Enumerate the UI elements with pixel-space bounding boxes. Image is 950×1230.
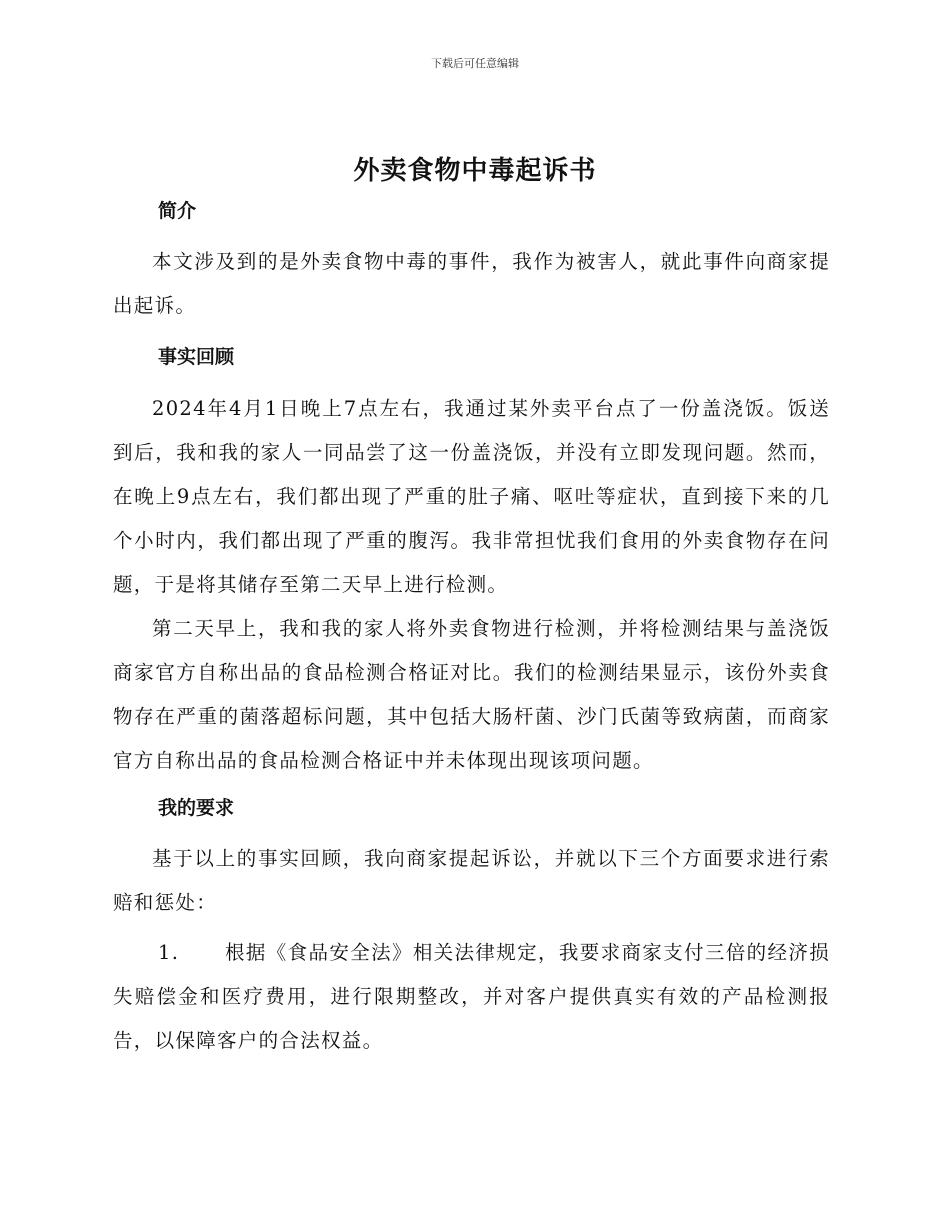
demands-intro-paragraph: 基于以上的事实回顾，我向商家提起诉讼，并就以下三个方面要求进行索赔和惩处： xyxy=(113,847,830,914)
intro-paragraph: 本文涉及到的是外卖食物中毒的事件，我作为被害人，就此事件向商家提出起诉。 xyxy=(113,250,830,317)
facts-paragraph-2: 第二天早上，我和我的家人将外卖食物进行检测，并将检测结果与盖浇饭商家官方自称出品的食品检测合格证对比。我们的检测结果显示，该份外卖食物存在严重的菌落超标问题，其中包括大肠杆菌、沙门氏菌等致病菌，而商家官方自称出品的食品检测合格证中并未体现出现该项问题。 xyxy=(113,617,830,772)
section-heading-intro: 简介 xyxy=(158,200,197,222)
demand-item-number: 1. xyxy=(158,941,180,964)
document-title: 外卖食物中毒起诉书 xyxy=(353,156,597,186)
demand-item-text: 根据《食品安全法》相关法律规定，我要求商家支付三倍的经济损失赔偿金和医疗费用，进行限期整改，并对客户提供真实有效的产品检测报告，以保障客户的合法权益。 xyxy=(113,941,830,1052)
header-note: 下载后可任意编辑 xyxy=(431,57,519,70)
section-heading-facts: 事实回顾 xyxy=(158,346,235,368)
section-heading-demands: 我的要求 xyxy=(158,797,235,819)
demand-item-1 xyxy=(113,931,830,1063)
facts-paragraph-1: 2024年4月1日晚上7点左右，我通过某外卖平台点了一份盖浇饭。饭送到后，我和我的家人一同品尝了这一份盖浇饭，并没有立即发现问题。然而，在晚上9点左右，我们都出现了严重的肚子痛、呕吐等症状，直到接下来的几个小时内，我们都出现了严重的腹泻。我非常担忧我们食用的外卖食物存在问题，于是将其储存至第二天早上进行检测。 xyxy=(113,397,830,596)
